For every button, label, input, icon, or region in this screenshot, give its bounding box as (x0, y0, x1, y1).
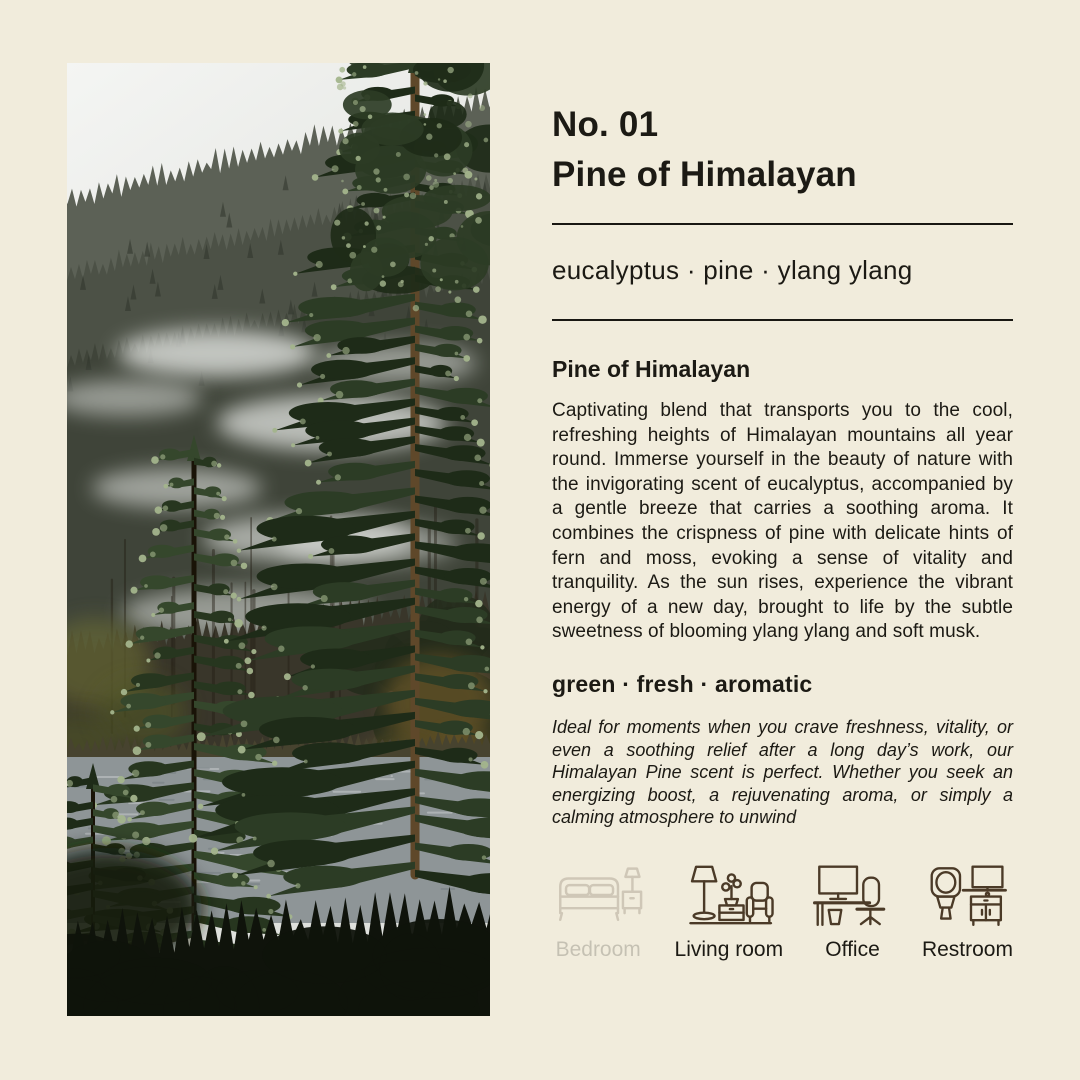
divider-bottom (552, 319, 1013, 321)
product-title: Pine of Himalayan (552, 155, 857, 194)
description-heading: Pine of Himalayan (552, 356, 751, 382)
room-restroom (922, 862, 1013, 962)
usage-text: Ideal for moments when you crave freshness, vitality, or even a soothing relief after a long day’s work, our Himalayan Pine scent is perfect. Whether you seek an energizing boost, a rejuvenating aroma, or simply a calming atmosphere to unwind (552, 716, 1013, 828)
room-office (813, 862, 892, 962)
room-bedroom (552, 862, 644, 962)
room-label: Bedroom (555, 938, 641, 961)
room-label: Restroom (921, 938, 1013, 961)
scent-notes: eucalyptus · pine · ylang ylang (552, 255, 913, 285)
room-living-room (675, 862, 784, 962)
forest-photo (67, 63, 490, 1016)
forest-photo-art (67, 63, 490, 1016)
divider-top (552, 223, 1013, 225)
description-text: Captivating blend that transports you to the cool, refreshing heights of Himalayan mountains all year round. Immerse yourself in the beauty of nature with the invigorating scent of eucalyptus, accompanied by a gentle breeze that carries a soothing aroma. It combines the crispness of pine with delicate hints of fern and moss, evoking a sense of vitality and tranquility. As the sun rises, experience the vibrant energy of a new day, brought to life by the subtle sweetness of blooming ylang ylang and soft musk. (552, 400, 1013, 643)
room-suitability-row (552, 862, 1013, 962)
bedroom-icon (552, 862, 644, 928)
info-column (552, 100, 1013, 961)
scent-profile: green · fresh · aromatic (552, 670, 813, 697)
room-label: Living room (674, 938, 784, 961)
office-icon (813, 862, 892, 928)
room-label: Office (825, 938, 880, 961)
living-room-icon (684, 862, 774, 928)
product-number: No. 01 (552, 105, 659, 144)
restroom-icon (927, 862, 1009, 928)
